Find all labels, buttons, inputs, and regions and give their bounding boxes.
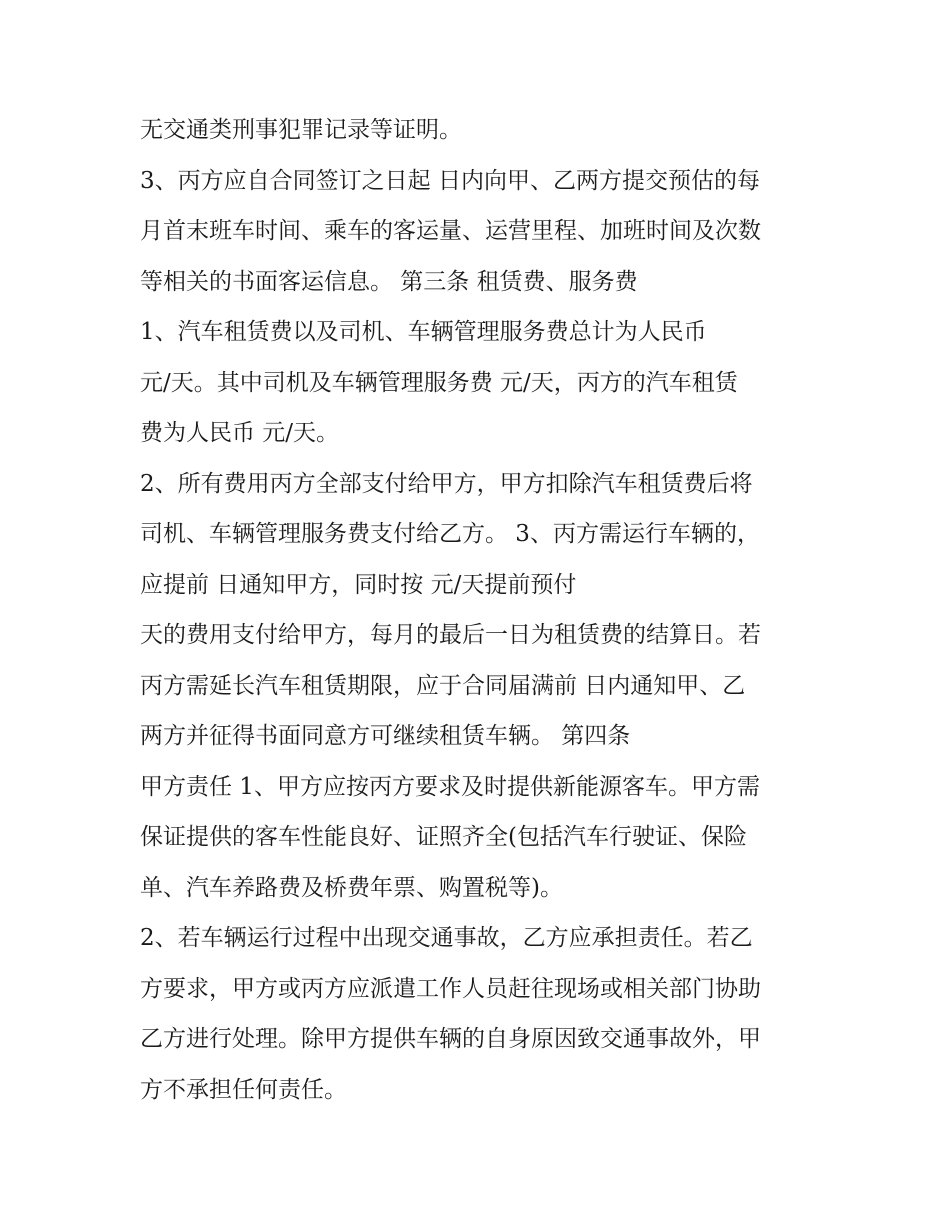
text-line: 保证提供的客车性能良好、证照齐全(包括汽车行驶证、保险 <box>140 824 747 850</box>
text-line: 元/天。其中司机及车辆管理服务费 元/天，丙方的汽车租赁 <box>140 369 738 396</box>
text-line: 3、丙方应自合同签订之日起 日内向甲、乙两方提交预估的每 <box>140 167 760 194</box>
text-line: 应提前 日通知甲方，同时按 元/天提前预付 <box>140 571 577 598</box>
text-line: 司机、车辆管理服务费支付给乙方。 3、丙方需运行车辆的， <box>140 521 760 547</box>
text-line: 2、所有费用丙方全部支付给甲方，甲方扣除汽车租赁费后将 <box>140 470 753 497</box>
text-line: 月首末班车时间、乘车的客运量、运营里程、加班时间及次数 <box>140 218 761 244</box>
text-line: 方不承担任何责任。 <box>140 1076 347 1103</box>
text-line: 两方并征得书面同意方可继续租赁车辆。 第四条 <box>140 723 631 749</box>
document-body <box>140 105 840 1115</box>
text-line: 乙方进行处理。除甲方提供车辆的自身原因致交通事故外，甲 <box>140 1026 761 1052</box>
text-line: 单、汽车养路费及桥费年票、购置税等)。 <box>140 874 563 901</box>
text-line: 1、汽车租赁费以及司机、车辆管理服务费总计为人民币 <box>140 319 707 345</box>
text-line: 2、若车辆运行过程中出现交通事故，乙方应承担责任。若乙 <box>140 925 753 951</box>
text-line: 无交通类刑事犯罪记录等证明。 <box>140 117 462 143</box>
text-line: 等相关的书面客运信息。 第三条 租赁费、服务费 <box>140 268 638 295</box>
text-line: 费为人民币 元/天。 <box>140 420 340 446</box>
text-line: 丙方需延长汽车租赁期限，应于合同届满前 日内通知甲、乙 <box>140 672 746 699</box>
text-line: 甲方责任 1、甲方应按丙方要求及时提供新能源客车。甲方需 <box>140 773 760 800</box>
text-line: 天的费用支付给甲方，每月的最后一日为租赁费的结算日。若 <box>140 622 761 648</box>
text-line: 方要求，甲方或丙方应派遣工作人员赶往现场或相关部门协助 <box>140 975 761 1002</box>
